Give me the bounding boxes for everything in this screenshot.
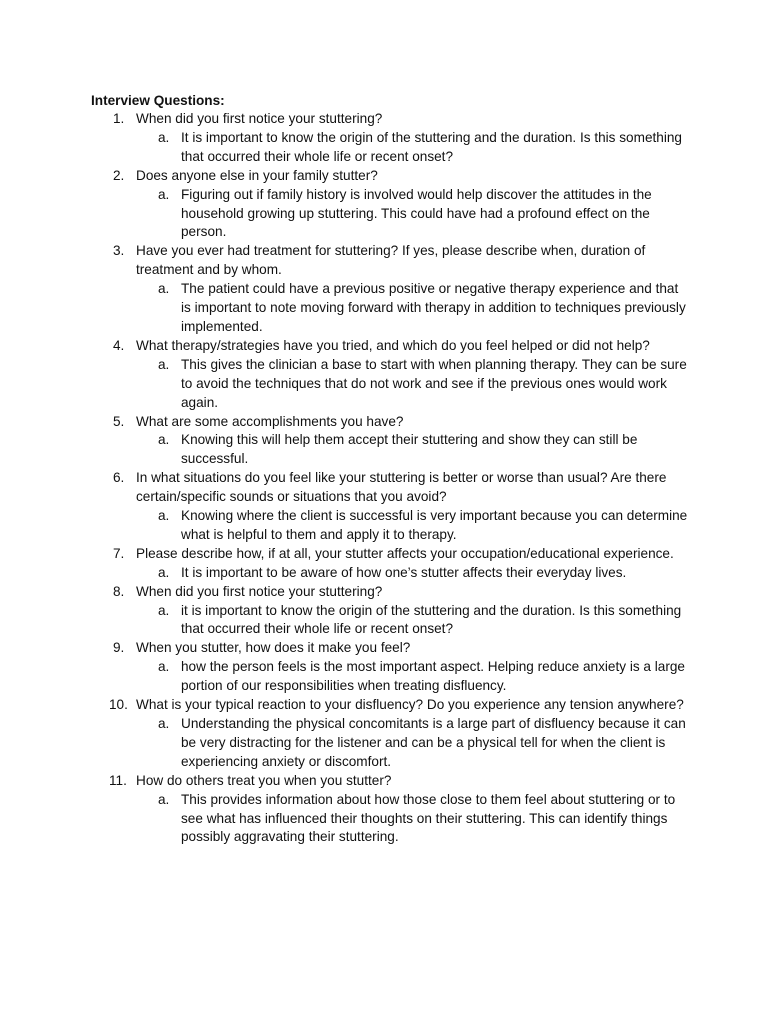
question-text: What is your typical reaction to your disfluency? Do you experience any tension anywhere? <box>136 697 684 713</box>
answer-list <box>136 658 688 696</box>
question-number: 3. <box>113 243 125 259</box>
question-text: Please describe how, if at all, your stutter affects your occupation/educational experience. <box>136 545 674 561</box>
question-item <box>91 639 688 696</box>
answer-item <box>136 507 688 545</box>
answer-item <box>136 564 688 583</box>
question-text: What therapy/strategies have you tried, and which do you feel helped or did not help? <box>136 337 650 353</box>
question-text: In what situations do you feel like your stuttering is better or worse than usual? Are there certain/specific sounds or situations that you avoid? <box>136 470 667 505</box>
answer-text: how the person feels is the most important aspect. Helping reduce anxiety is a large portion of our responsibilities when treating disfluency. <box>181 659 685 694</box>
answer-letter: a. <box>158 129 170 145</box>
question-item <box>91 696 688 772</box>
question-text: When did you first notice your stuttering? <box>136 583 383 599</box>
question-list <box>91 110 688 847</box>
question-item <box>91 545 688 583</box>
question-number: 9. <box>113 640 125 656</box>
answer-letter: a. <box>158 186 170 202</box>
question-number: 10. <box>109 697 128 713</box>
answer-letter: a. <box>158 508 170 524</box>
answer-letter: a. <box>158 281 170 297</box>
answer-list <box>136 129 688 167</box>
answer-item <box>136 715 688 772</box>
answer-list <box>136 791 688 848</box>
answer-item <box>136 658 688 696</box>
question-text: Have you ever had treatment for stuttering? If yes, please describe when, duration of treatment and by whom. <box>136 243 646 278</box>
question-text: When you stutter, how does it make you feel? <box>136 640 411 656</box>
answer-letter: a. <box>158 791 170 807</box>
question-text: What are some accomplishments you have? <box>136 413 404 429</box>
answer-text: Figuring out if family history is involved would help discover the attitudes in the household growing up stuttering. This could have had a profound effect on the person. <box>181 186 652 240</box>
answer-list <box>136 186 688 243</box>
answer-letter: a. <box>158 564 170 580</box>
answer-text: Understanding the physical concomitants is a large part of disfluency because it can be very distracting for the listener and can be a physical tell for when the client is experiencing anxiety or discomfort. <box>181 716 686 769</box>
answer-list <box>136 280 688 337</box>
question-number: 7. <box>113 545 125 561</box>
question-text: Does anyone else in your family stutter? <box>136 167 378 183</box>
answer-text: This gives the clinician a base to start with when planning therapy. They can be sure to avoid the techniques that do not work and see if the previous ones would work again. <box>181 356 687 410</box>
question-item <box>91 167 688 243</box>
answer-item <box>136 280 688 337</box>
answer-text: It is important to be aware of how one’s stutter affects their everyday lives. <box>181 564 627 580</box>
answer-text: This provides information about how those close to them feel about stuttering or to see what has influenced their thoughts on their stuttering. This can identify things possibly aggravating their stuttering. <box>181 791 676 845</box>
answer-list <box>136 715 688 772</box>
question-text: How do others treat you when you stutter? <box>136 772 392 788</box>
question-item <box>91 337 688 413</box>
question-item <box>91 110 688 167</box>
answer-text: it is important to know the origin of the stuttering and the duration. Is this something that occurred their whole life or recent onset? <box>181 602 682 637</box>
answer-letter: a. <box>158 432 170 448</box>
answer-letter: a. <box>158 356 170 372</box>
answer-list <box>136 602 688 640</box>
answer-item <box>136 186 688 243</box>
question-number: 5. <box>113 413 125 429</box>
question-number: 6. <box>113 470 125 486</box>
answer-item <box>136 431 688 469</box>
question-number: 4. <box>113 337 125 353</box>
answer-item <box>136 602 688 640</box>
answer-letter: a. <box>158 659 170 675</box>
answer-item <box>136 129 688 167</box>
document-title: Interview Questions: <box>91 93 225 108</box>
answer-list <box>136 507 688 545</box>
question-item <box>91 413 688 470</box>
answer-text: Knowing this will help them accept their stuttering and show they can still be successful. <box>181 432 638 467</box>
question-number: 8. <box>113 583 125 599</box>
answer-list <box>136 431 688 469</box>
answer-text: The patient could have a previous positive or negative therapy experience and that is important to note moving forward with therapy in addition to techniques previously implemented. <box>181 281 686 334</box>
answer-text: Knowing where the client is successful is very important because you can determine what is helpful to them and apply it to therapy. <box>181 508 688 542</box>
question-item <box>91 583 688 640</box>
question-number: 11. <box>109 772 127 788</box>
question-item <box>91 469 688 545</box>
question-item <box>91 242 688 337</box>
answer-item <box>136 791 688 848</box>
question-text: When did you first notice your stuttering? <box>136 111 383 126</box>
answer-letter: a. <box>158 716 170 731</box>
question-item <box>91 772 688 848</box>
answer-list <box>136 564 688 583</box>
question-number: 2. <box>113 167 125 183</box>
answer-letter: a. <box>158 602 170 618</box>
answer-list <box>136 356 688 413</box>
answer-text: It is important to know the origin of the stuttering and the duration. Is this something that occurred their whole life or recent onset? <box>181 129 682 164</box>
question-number: 1. <box>113 111 125 126</box>
answer-item <box>136 356 688 413</box>
